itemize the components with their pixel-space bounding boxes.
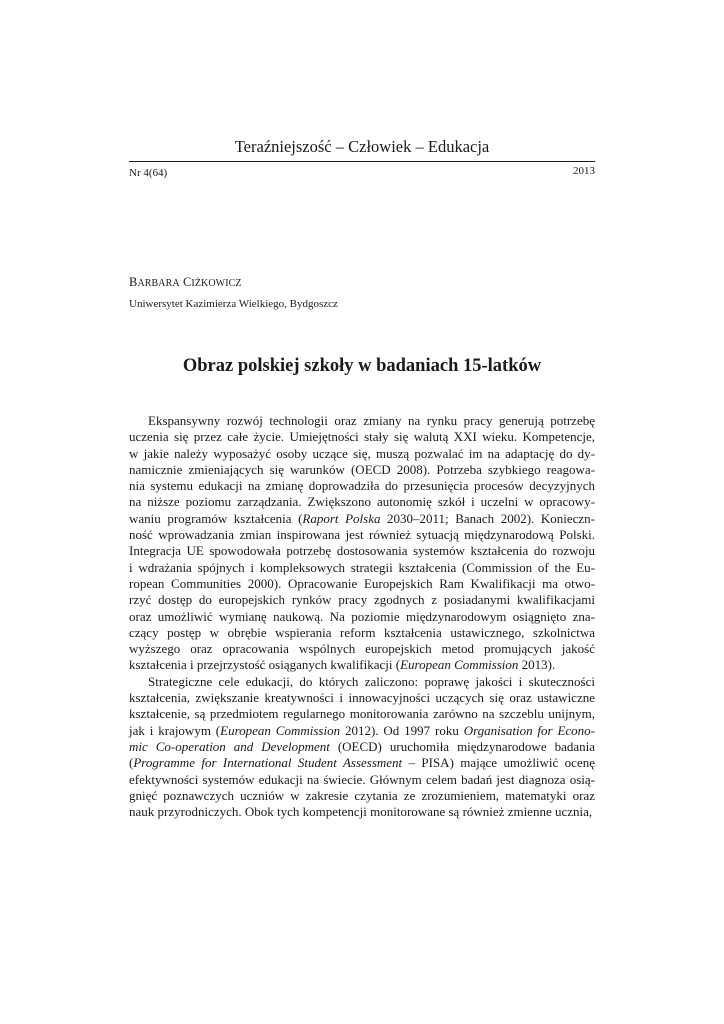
body-text-segment: (OECD) uruchomiła międzynarodowe badania [329, 738, 595, 754]
body-line [129, 429, 595, 445]
body-line [129, 446, 595, 462]
author-first-initial: B [129, 275, 138, 289]
body-italic-text: Organisation for Econo- [463, 722, 596, 738]
body-line [129, 788, 595, 804]
body-text-segment: ność wprowadzania zmian inspirowana jest również sytuacją międzynarodową Polski. [129, 527, 595, 543]
body-text-segment: – PISA) mające umożliwić ocenę [402, 755, 595, 771]
body-text-segment: uczenia się przez całe życie. Umiejętności stały się walutą XXI wieku. Kompetencje, [129, 429, 595, 445]
body-text-segment: jak i krajowym ( [129, 722, 221, 738]
article-title: Obraz polskiej szkoły w badaniach 15-latków [182, 356, 542, 376]
body-line [129, 609, 595, 625]
body-text-segment: kształcenia i przejrzystość osiąganych kwalifikacji ( [129, 657, 401, 673]
body-text-segment: gnięć poznawczych uczniów w zakresie czytania ze zrozumieniem, matematyki oraz [129, 787, 595, 803]
body-text-segment: waniu programów kształcenia ( [129, 510, 303, 526]
body-line [129, 462, 595, 478]
body-text-segment: ( [129, 755, 134, 771]
body-line [129, 641, 595, 657]
body-line [129, 706, 595, 722]
body-italic-text: mic Co-operation and Development [129, 738, 330, 754]
journal-title: Teraźniejszość – Człowiek – Edukacja [234, 137, 490, 156]
body-line [129, 511, 595, 527]
body-line [129, 674, 595, 690]
body-text-segment: 2030–2011; Banach 2002). Konieczn- [380, 510, 595, 526]
issue-number: Nr 4(64) [129, 167, 168, 179]
body-text-segment: ropean Communities 2000). Opracowanie Europejskich Ram Kwalifikacji ma otwo- [129, 575, 595, 591]
body-line [129, 625, 595, 641]
body-line [129, 657, 595, 673]
body-line [129, 690, 595, 706]
body-line [129, 560, 595, 576]
article-body [129, 413, 595, 820]
body-text-segment: wyższego oraz opracowania wspólnych europejskich metod promujących jakość [129, 641, 595, 657]
body-line [129, 413, 595, 429]
body-text-segment: na niższe poziomu zarządzania. Zwiększono autonomię szkół i uczelni w opracowy- [129, 494, 595, 510]
body-line [129, 739, 595, 755]
body-text-segment: Integracja UE spowodowała potrzebę dostosowania systemów kształcenia do rozwoju [129, 543, 595, 559]
body-text-segment: kształcenie, są przedmiotem regularnego monitorowania zarówno na szczeblu unijnym, [129, 706, 595, 722]
body-line [129, 543, 595, 559]
body-text-segment: nauk przyrodniczych. Obok tych kompetencji monitorowane są również zmienne ucznia, [129, 804, 593, 820]
author-name [129, 274, 242, 292]
body-line [129, 494, 595, 510]
issue-year: 2013 [573, 165, 595, 177]
body-line [129, 755, 595, 771]
body-line [129, 772, 595, 788]
body-text-segment: oraz umożliwić wymianę naukową. Na poziomie międzynarodowym osiągnięto zna- [129, 608, 595, 624]
body-text-segment: kształcenia, zwiększanie kreatywności i innowacyjności uczących się oraz ustawiczne [129, 690, 595, 706]
body-text-segment: rzyć dostęp do europejskich rynków pracy zgodnych z posiadanymi kwalifikacjami [129, 592, 595, 608]
body-line [129, 723, 595, 739]
author-last-rest: IŻKOWICZ [191, 278, 242, 289]
body-text-segment: Ekspansywny rozwój technologii oraz zmiany na rynku pracy generują potrzebę [148, 413, 595, 428]
header-rule [129, 161, 595, 162]
author-affiliation: Uniwersytet Kazimierza Wielkiego, Bydgoszcz [129, 298, 338, 310]
author-first-rest: ARBARA [137, 278, 180, 289]
body-line [129, 527, 595, 543]
author-last-initial: C [182, 275, 192, 289]
body-line [129, 576, 595, 592]
body-text-segment: w jakie należy wyposażyć osoby uczące się, muszą pozwalać im na adaptację do dy- [129, 445, 595, 461]
body-text-segment: Strategiczne cele edukacji, do których zaliczono: poprawę jakości i skuteczności [148, 673, 595, 689]
body-text-segment: efektywności systemów edukacji na świecie. Głównym celem badań jest diagnoza osią- [129, 771, 595, 787]
body-italic-text: Raport Polska [302, 510, 381, 526]
body-italic-text: Programme for International Student Assessment [133, 755, 403, 771]
body-line [129, 804, 595, 820]
body-text-segment: 2012). Od 1997 roku [340, 722, 464, 738]
body-text-segment: nia systemu edukacji na zmianę doprowadziła do przesunięcia procesów decyzyjnych [129, 478, 595, 494]
body-line [129, 478, 595, 494]
body-text-segment: czący postęp w obrębie wspierania reform kształcenia ustawicznego, szkolnictwa [129, 624, 595, 640]
body-line [129, 592, 595, 608]
body-text-segment: i wdrażania spójnych i kompleksowych strategii kształcenia (Commission of the Eu- [129, 559, 595, 575]
body-text-segment: 2013). [518, 657, 556, 673]
body-text-segment: namicznie zmieniających się warunków (OECD 2008). Potrzeba szybkiego reagowa- [129, 461, 595, 477]
body-italic-text: European Commission [220, 722, 341, 738]
body-italic-text: European Commission [400, 657, 519, 673]
